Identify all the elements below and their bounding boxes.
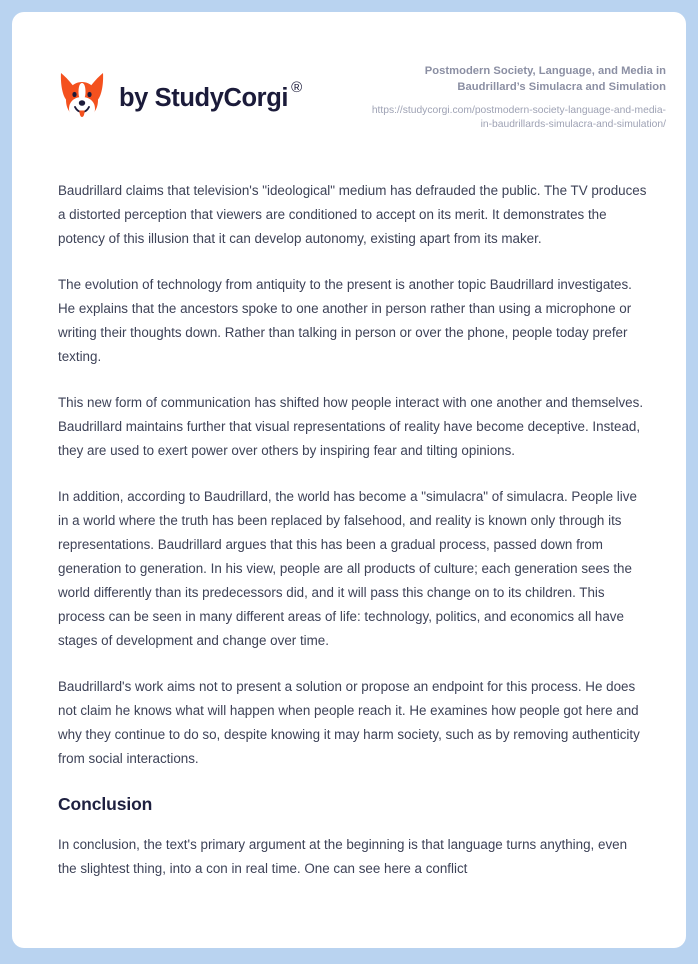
document-page-card	[12, 12, 686, 948]
document-header	[12, 12, 686, 133]
body-paragraph: The evolution of technology from antiquity to the present is another topic Baudrillard investigates. He explains that the ancestors spoke to one another in person rather than using a microphone or writing their thoughts down. Rather than talking in person or over the phone, people today prefer texting.	[58, 276, 632, 364]
body-paragraph: This new form of communication has shifted how people interact with one another and themselves. Baudrillard maintains further that visual representations of reality have become deceptive. Instead, they are used to exert power over others by inspiring fear and tilting opinions.	[58, 394, 644, 458]
body-paragraph: In addition, according to Baudrillard, the world has become a "simulacra" of simulacra. People live in a world where the truth has been replaced by falsehood, and reality is known only through its representations. Baudrillard argues that this has been a gradual process, passed down from generation to generation. In his view, people are all products of culture; each generation sees the world differently than its predecessors did, and it will pass this change on to its children. This process can be seen in many different areas of life: technology, politics, and economics all have stages of development and change over time.	[58, 488, 637, 648]
brand-name: by StudyCorgi	[119, 84, 289, 113]
document-meta	[366, 60, 666, 133]
brand-wordmark	[119, 80, 302, 112]
document-title: Postmodern Society, Language, and Media in Baudrillard’s Simulacra and Simulation	[424, 65, 666, 93]
corgi-face-icon	[58, 70, 106, 122]
section-heading-conclusion: Conclusion	[58, 793, 153, 814]
body-paragraph: Baudrillard claims that television's "ideological" medium has defrauded the public. The TV produces a distorted perception that viewers are conditioned to accept on its merit. It demonstrates the potency of this illusion that it can develop autonomy, existing apart from its maker.	[58, 183, 647, 246]
document-body	[12, 133, 686, 881]
registered-trademark-icon: ®	[291, 79, 303, 97]
brand-lockup	[58, 60, 302, 122]
conclusion-paragraph: In conclusion, the text's primary argument at the beginning is that language turns anything, even the slightest thing, into a con in real time. One can see here a conflict	[58, 837, 628, 877]
body-paragraph: Baudrillard's work aims not to present a solution or propose an endpoint for this process. He does not claim he knows what will happen when people reach it. He examines how people got here and why they continue to do so, despite knowing it may harm society, such as by removing authenticity from social interactions.	[58, 678, 640, 766]
document-url: https://studycorgi.com/postmodern-society-language-and-media-in-baudrillards-simulacra-and-simulation/	[371, 104, 666, 131]
